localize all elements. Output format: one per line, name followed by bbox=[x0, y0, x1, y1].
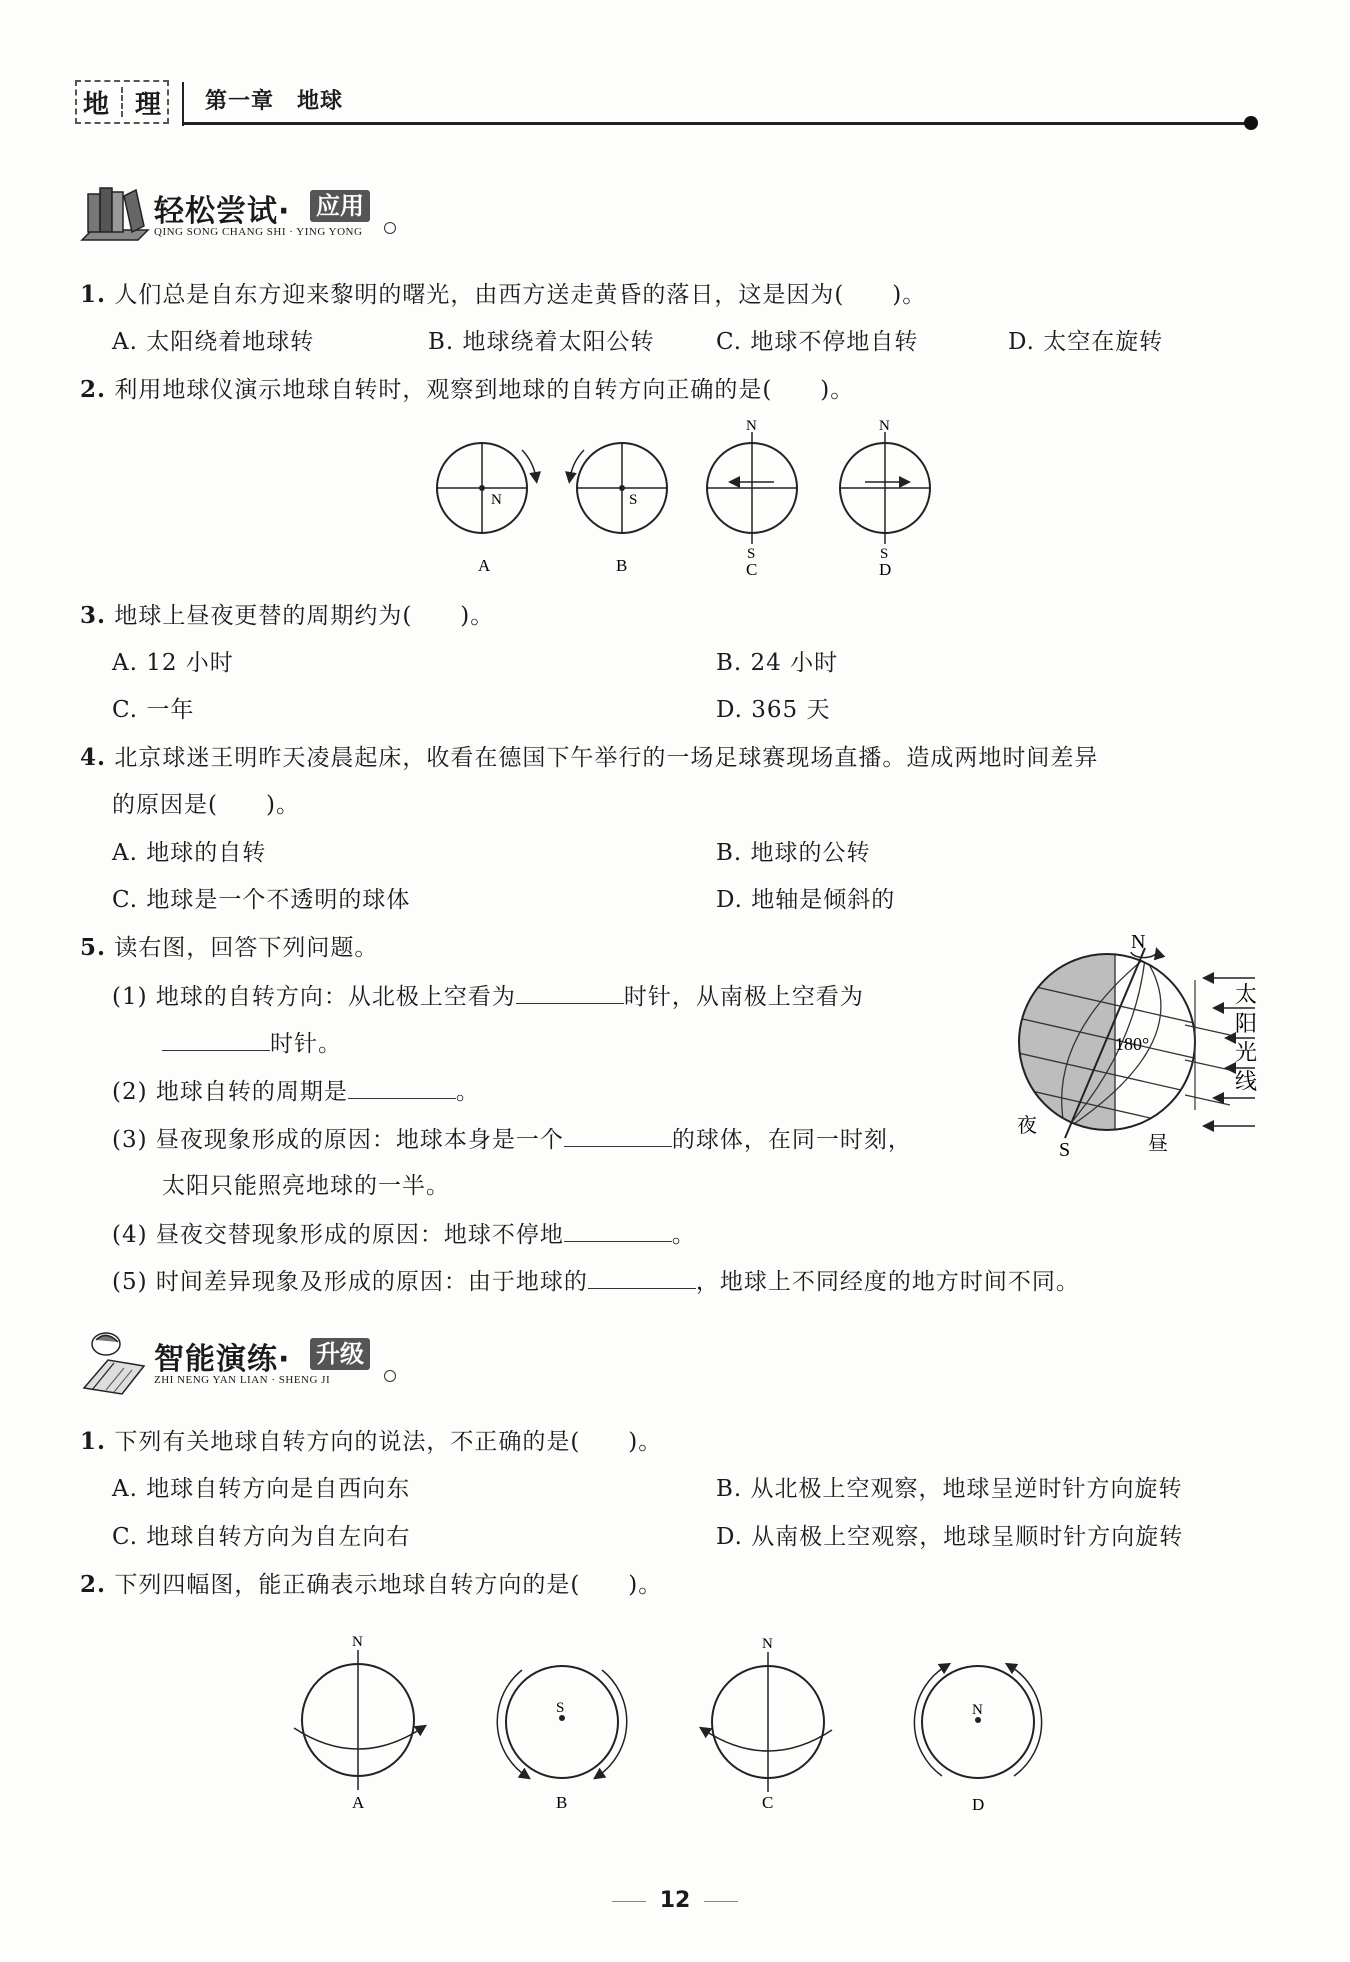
chapter-title: 第一章 地球 bbox=[205, 89, 344, 114]
s2q1-option-b[interactable]: B. 从北极上空观察，地球呈逆时针方向旋转 bbox=[716, 1476, 1183, 1502]
s1q1-option-d[interactable]: D. 太空在旋转 bbox=[1008, 329, 1164, 355]
svg-text:N: N bbox=[491, 492, 502, 508]
svg-text:A: A bbox=[478, 556, 491, 575]
s1q2-globe-a[interactable] bbox=[437, 443, 536, 575]
s1q2-globe-d[interactable] bbox=[840, 420, 930, 579]
s1q5-part3: (3) 昼夜现象形成的原因：地球本身是一个 的球体，在同一时刻， bbox=[112, 1124, 912, 1155]
page-number: 12 bbox=[0, 1888, 1350, 1913]
svg-text:B: B bbox=[616, 556, 628, 575]
s1q5-part5: (5) 时间差异现象及形成的原因：由于地球的 ，地球上不同经度的地方时间不同。 bbox=[112, 1266, 1080, 1297]
s1q5-part1-cont: 时针。 bbox=[162, 1028, 342, 1059]
svg-text:A: A bbox=[352, 1793, 365, 1810]
s1q4-stem-line1: 4. 北京球迷王明昨天凌晨起床，收看在德国下午举行的一场足球赛现场直播。造成两地时间差异 bbox=[80, 744, 1099, 771]
s1q3-option-c[interactable]: C. 一年 bbox=[112, 697, 195, 723]
s2q1-stem: 1. 下列有关地球自转方向的说法，不正确的是( )。 bbox=[80, 1428, 663, 1455]
svg-text:S: S bbox=[880, 546, 889, 562]
header-rule bbox=[182, 122, 1252, 125]
svg-text:N: N bbox=[352, 1634, 363, 1650]
svg-text:D: D bbox=[879, 560, 892, 579]
s1q2-figure bbox=[420, 420, 940, 585]
svg-text:B: B bbox=[556, 1793, 568, 1810]
svg-text:N: N bbox=[972, 1702, 983, 1718]
svg-text:N: N bbox=[746, 420, 757, 434]
s1q2-globe-b[interactable] bbox=[570, 443, 667, 575]
section1-tag: 应用 bbox=[310, 190, 370, 222]
svg-text:N: N bbox=[762, 1636, 773, 1652]
header-separator bbox=[182, 82, 184, 126]
subject-char-2: 理 bbox=[134, 89, 161, 120]
answer-blank-1[interactable] bbox=[516, 981, 624, 1004]
s1q5-part1: (1) 地球的自转方向：从北极上空看为 时针，从南极上空看为 bbox=[112, 981, 864, 1012]
s2q2-globe-d[interactable] bbox=[914, 1666, 1041, 1810]
svg-text:D: D bbox=[972, 1795, 985, 1810]
s1q5-part2: (2) 地球自转的周期是 。 bbox=[112, 1076, 480, 1107]
s1q1-option-b[interactable]: B. 地球绕着太阳公转 bbox=[428, 329, 655, 355]
s2q2-globe-a[interactable] bbox=[294, 1634, 422, 1810]
svg-text:180°: 180° bbox=[1115, 1034, 1150, 1054]
day-night-figure bbox=[1005, 930, 1270, 1160]
s1q4-stem-line2: 的原因是( )。 bbox=[112, 792, 300, 818]
s2q1-option-d[interactable]: D. 从南极上空观察，地球呈顺时针方向旋转 bbox=[716, 1524, 1184, 1550]
svg-text:光: 光 bbox=[1235, 1040, 1258, 1065]
s2q1-option-a[interactable]: A. 地球自转方向是自西向东 bbox=[112, 1476, 411, 1502]
s1q4-option-c[interactable]: C. 地球是一个不透明的球体 bbox=[112, 887, 411, 913]
s1q4-option-d[interactable]: D. 地轴是倾斜的 bbox=[716, 887, 896, 913]
s1q3-option-a[interactable]: A. 12 小时 bbox=[112, 650, 234, 676]
s1q5-stem: 5. 读右图，回答下列问题。 bbox=[80, 934, 379, 961]
answer-blank-4[interactable] bbox=[564, 1124, 672, 1147]
svg-text:N: N bbox=[879, 420, 890, 434]
answer-blank-6[interactable] bbox=[588, 1266, 696, 1289]
svg-text:线: 线 bbox=[1235, 1069, 1258, 1094]
s2q1-option-c[interactable]: C. 地球自转方向为自左向右 bbox=[112, 1524, 411, 1550]
answer-blank-3[interactable] bbox=[348, 1076, 456, 1099]
s2q2-globe-c[interactable] bbox=[704, 1636, 832, 1810]
section1-title: 轻松尝试· bbox=[154, 194, 291, 229]
subject-divider bbox=[121, 87, 123, 117]
s2q2-stem: 2. 下列四幅图，能正确表示地球自转方向的是( )。 bbox=[80, 1571, 663, 1598]
answer-blank-5[interactable] bbox=[564, 1219, 672, 1242]
svg-text:太: 太 bbox=[1235, 982, 1258, 1007]
section2-pinyin: ZHI NENG YAN LIAN · SHENG JI bbox=[154, 1374, 331, 1386]
reading-icon bbox=[78, 1330, 152, 1396]
s1q3-option-b[interactable]: B. 24 小时 bbox=[716, 650, 839, 676]
s1q3-stem: 3. 地球上昼夜更替的周期约为( )。 bbox=[80, 602, 495, 629]
s1q1-stem: 1. 人们总是自东方迎来黎明的曙光，由西方送走黄昏的落日，这是因为( )。 bbox=[80, 281, 927, 308]
s1q5-part3-cont: 太阳只能照亮地球的一半。 bbox=[162, 1173, 450, 1199]
section2-tag: 升级 bbox=[310, 1338, 370, 1370]
s1q1-option-c[interactable]: C. 地球不停地自转 bbox=[716, 329, 919, 355]
banner-ring bbox=[384, 222, 396, 234]
header-dot bbox=[1244, 116, 1258, 130]
banner-ring bbox=[384, 1370, 396, 1382]
s1q2-globe-c[interactable] bbox=[707, 420, 797, 579]
svg-text:N: N bbox=[1131, 931, 1146, 953]
s1q4-option-a[interactable]: A. 地球的自转 bbox=[112, 840, 267, 866]
svg-text:阳: 阳 bbox=[1235, 1011, 1258, 1036]
answer-blank-2[interactable] bbox=[162, 1028, 270, 1051]
svg-text:C: C bbox=[762, 1793, 774, 1810]
svg-text:S: S bbox=[629, 492, 638, 508]
books-icon bbox=[78, 182, 152, 246]
svg-text:夜: 夜 bbox=[1017, 1115, 1037, 1137]
s1q5-part4: (4) 昼夜交替现象形成的原因：地球不停地 。 bbox=[112, 1219, 696, 1250]
s1q3-option-d[interactable]: D. 365 天 bbox=[716, 697, 831, 723]
subject-box bbox=[75, 80, 169, 124]
section1-banner bbox=[78, 182, 408, 252]
s1q1-option-a[interactable]: A. 太阳绕着地球转 bbox=[112, 329, 315, 355]
s2q2-globe-b[interactable] bbox=[497, 1666, 626, 1810]
s2q2-figure bbox=[280, 1630, 1060, 1810]
svg-text:S: S bbox=[747, 546, 756, 562]
section1-pinyin: QING SONG CHANG SHI · YING YONG bbox=[154, 226, 363, 238]
svg-text:S: S bbox=[1059, 1139, 1071, 1160]
section2-banner bbox=[78, 1330, 408, 1400]
s1q4-option-b[interactable]: B. 地球的公转 bbox=[716, 840, 871, 866]
svg-text:昼: 昼 bbox=[1148, 1133, 1168, 1155]
s1q2-stem: 2. 利用地球仪演示地球自转时，观察到地球的自转方向正确的是( )。 bbox=[80, 376, 855, 403]
section2-title: 智能演练· bbox=[154, 1342, 291, 1377]
subject-char-1: 地 bbox=[82, 89, 109, 120]
svg-text:C: C bbox=[746, 560, 758, 579]
svg-text:S: S bbox=[556, 1700, 565, 1716]
